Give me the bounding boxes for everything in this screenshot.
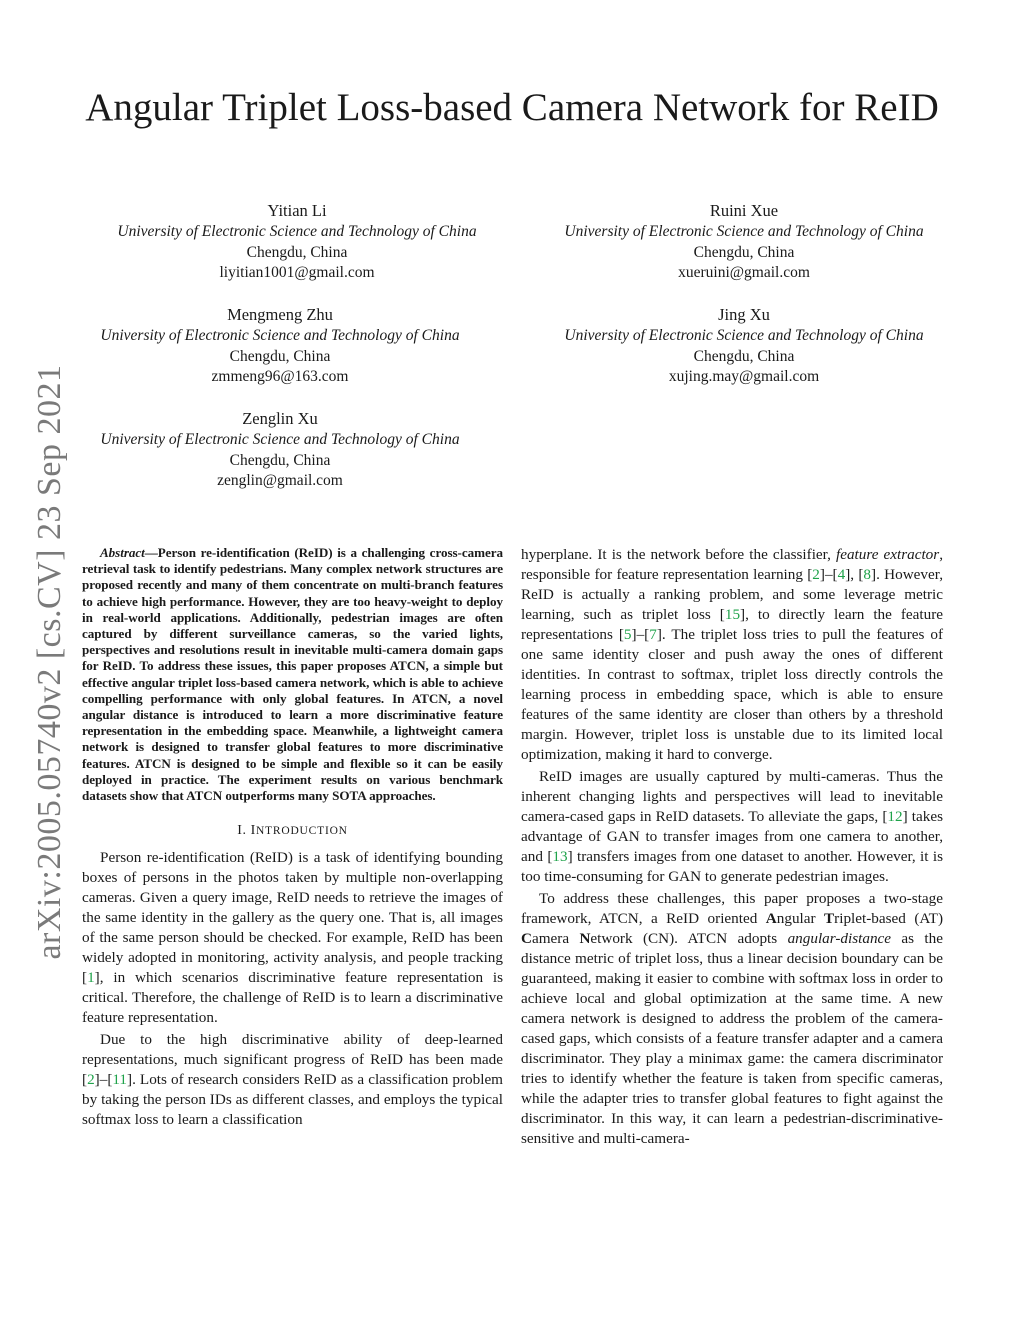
abstract-text: —Person re-identification (ReID) is a challenging cross-camera retrieval task to identify pedestrians. Many complex network structures are proposed recently and many of them concentrate on multi-branch features to achieve high performance. However, they are too heavy-weight to deploy in real-world applications. Additionally, pedestrian images are often captured by different surveillance cameras, so the varied lights, perspectives and resolutions result in inevitable multi-camera domain gaps for ReID. To address these issues, this paper proposes ATCN, a simple but effective angular triplet loss-based camera network, which is able to achieve compelling performance with only global features. In ATCN, a novel angular distance is introduced to learn a more discriminative feature representation in the embedding space. Meanwhile, a lightweight camera network is designed to transfer global features to more discriminative features. ATCN is designed to be simple and flexible so it can be easily deployed in practice. The experiment results on various benchmark datasets show that ATCN outperforms many SOTA approaches.: [82, 545, 503, 804]
bold-initial: T: [824, 910, 835, 927]
paragraph-text: Person re-identification (ReID) is a task of identifying bounding boxes of persons in the photos taken by multiple non-overlapping cameras. Given a query image, ReID needs to retrieve the images of the same identity in the gallery as the query one. That is, all images of the same person should be checked. For example, ReID has been widely adopted in monitoring, activity analysis, and people tracking: [82, 849, 503, 967]
citation-link[interactable]: 2: [812, 566, 820, 583]
author-block-3: [56, 305, 504, 388]
paragraph-text: transfers images from one dataset to another. However, it is too time-consuming for GAN to generate pedestrian images.: [521, 848, 944, 885]
author-name: Ruini Xue: [709, 201, 779, 220]
paragraph-text: . However, ReID is actually a ranking problem, and some leverage metric learning, such as triplet loss: [521, 566, 943, 623]
paragraph-text: , responsible for feature representation learning: [521, 546, 943, 583]
author-location: Chengdu, China: [693, 347, 795, 365]
paragraph-text: . Lots of research considers ReID as a classification problem by taking the person IDs as different classes, and employs the typical softmax loss to learn a classification: [82, 1071, 503, 1129]
author-affiliation: University of Electronic Science and Technology of China: [564, 326, 924, 344]
paragraph-text: hyperplane. It is the network before the classifier,: [521, 546, 836, 563]
section-numeral: I.: [237, 823, 251, 839]
emphasis-text: feature extractor: [835, 546, 940, 563]
intro-paragraph-4: [521, 889, 943, 1149]
citation-link[interactable]: 1: [87, 969, 95, 987]
citation-link[interactable]: 5: [623, 626, 632, 643]
author-email: zmmeng96@163.com: [211, 368, 349, 386]
author-location: Chengdu, China: [246, 243, 348, 261]
left-column: [82, 545, 503, 1132]
section-heading-introduction: [82, 821, 503, 841]
author-email: xujing.may@gmail.com: [668, 368, 820, 386]
intro-paragraph-3: ReID images are usually captured by multi-cameras. Thus the inherent changing lights and perspectives will lead to inevitable camera-cased gaps in ReID datasets. To alleviate the gaps, [12] takes advantage of GAN to transfer images from one camera to another, and [13] transfers images from one dataset to another. However, it is too time-consuming for GAN to generate pedestrian images.: [521, 768, 944, 885]
paragraph-text: , in which scenarios discriminative feature representation is critical. Therefore, the challenge of ReID is to learn a discriminative feature representation.: [82, 969, 503, 1027]
section-title-rest: NTRODUCTION: [255, 825, 348, 838]
bold-initial: A: [765, 910, 777, 927]
separator: ,: [850, 566, 859, 583]
author-affiliation: University of Electronic Science and Technology of China: [564, 222, 924, 240]
author-email: liyitian1001@gmail.com: [219, 264, 375, 282]
paragraph-text: To address these challenges, this paper proposes a two-stage framework, ATCN, a ReID oriented: [521, 890, 943, 927]
author-affiliation: University of Electronic Science and Technology of China: [100, 326, 460, 344]
author-name: Jing Xu: [718, 305, 770, 324]
bold-initial: C: [521, 930, 532, 947]
paragraph-text: riplet-based (AT): [834, 910, 944, 927]
author-block-2: [514, 201, 974, 284]
author-email: zenglin@gmail.com: [217, 472, 343, 490]
abstract-label: Abstract: [100, 545, 145, 560]
paragraph-text: , to directly learn the feature representations: [521, 606, 943, 643]
author-affiliation: University of Electronic Science and Technology of China: [100, 430, 460, 448]
paragraph-text: takes advantage of GAN to transfer images from one camera to another, and: [521, 808, 943, 865]
intro-paragraph-2-cont: hyperplane. It is the network before the classifier, feature extractor, responsible for feature representation learning [2]–[4], [8]. However, ReID is actually a ranking problem, and some leverage metric learning, such as triplet loss [15], to directly learn the feature representations [5]–[7]. The triplet loss tries to pull the features of one same identity closer and push away the ones of different identities. In contrast to softmax, triplet loss directly controls the learning process in embedding space, which is able to ensure features of the same identity are closer than others by a threshold margin. However, triplet loss is unstable due to its limited local optimization, making it hard to converge.: [521, 546, 943, 763]
citation-link[interactable]: 2: [87, 1071, 95, 1089]
author-name: Zenglin Xu: [242, 409, 318, 428]
author-name: Yitian Li: [267, 201, 327, 220]
abstract: [82, 545, 503, 804]
author-email: xueruini@gmail.com: [678, 264, 810, 282]
intro-paragraph-1: Person re-identification (ReID) is a task of identifying bounding boxes of persons in the photos taken by multiple non-overlapping cameras. Given a query image, ReID needs to retrieve the images of the same identity in the gallery as the query one. That is, all images of the same person should be checked. For example, ReID has been widely adopted in monitoring, activity analysis, and people tracking [1], in which scenarios discriminative feature representation is critical. Therefore, the challenge of ReID is to learn a discriminative feature representation.: [82, 849, 503, 1027]
paragraph-text: ReID images are usually captured by multi-cameras. Thus the inherent changing lights and perspectives will lead to inevitable camera-cased gaps in ReID datasets. To alleviate the gaps,: [521, 768, 943, 825]
author-location: Chengdu, China: [229, 347, 331, 365]
range-dash: –: [636, 626, 645, 643]
citation-link[interactable]: 4: [837, 566, 846, 583]
author-affiliation: University of Electronic Science and Technology of China: [117, 222, 477, 240]
author-block-1: [82, 201, 512, 284]
citation-link[interactable]: 8: [863, 566, 871, 583]
paper-title: Angular Triplet Loss-based Camera Network for ReID: [85, 86, 939, 129]
author-name: Mengmeng Zhu: [227, 305, 333, 324]
bold-initial: N: [579, 930, 591, 947]
citation-link[interactable]: 12: [887, 808, 903, 825]
arxiv-identifier: arXiv:2005.05740v2 [cs.CV] 23 Sep 2021: [31, 364, 68, 960]
citation-link[interactable]: 13: [552, 848, 568, 865]
paragraph-text: as the distance metric of triplet loss, thus a linear decision boundary can be guaranteed, making it easier to combine with softmax loss in order to achieve local and global optimization at the same time. A new camera network is designed to address the problem of the camera-cased gaps, which consists of a feature transfer adapter and a camera discriminator. They play a minimax game: the camera discriminator tries to identify whether the feature is taken from specific cameras, while the adapter tries to transfer global features to fight against the discriminator. In this way, it can learn a pedestrian-discriminative-sensitive and multi-camera-: [521, 930, 943, 1147]
intro-paragraph-2: Due to the high discriminative ability of deep-learned representations, much significant progress of ReID has been made [2]–[11]. Lots of research considers ReID as a classification problem by taking the person IDs as different classes, and employs the typical softmax loss to learn a classification: [82, 1031, 503, 1129]
right-column: [521, 545, 943, 1151]
paragraph-text: ngular: [776, 910, 825, 927]
range-dash: –: [99, 1071, 108, 1089]
section-initial: I: [250, 823, 256, 839]
emphasis-text: angular-distance: [787, 930, 892, 947]
author-block-4: [514, 305, 974, 388]
range-dash: –: [824, 566, 833, 583]
citation-link[interactable]: 15: [724, 606, 741, 623]
author-location: Chengdu, China: [693, 243, 795, 261]
paragraph-text: amera: [531, 930, 580, 947]
author-block-5: [56, 409, 504, 492]
paragraph-text: . The triplet loss tries to pull the features of one same identity closer and push away the ones of different identities. In contrast to softmax, triplet loss directly controls the learning process in embedding space, which is able to ensure features of the same identity are closer than others by a threshold margin. However, triplet loss is unstable due to its limited local optimization, making it hard to converge.: [521, 626, 943, 763]
paragraph-text: etwork (CN). ATCN adopts: [590, 930, 788, 947]
citation-link[interactable]: 11: [112, 1071, 127, 1089]
citation-link[interactable]: 7: [649, 626, 657, 643]
paragraph-text: Due to the high discriminative ability of deep-learned representations, much significant progress of ReID has been made: [82, 1031, 503, 1069]
author-location: Chengdu, China: [229, 451, 331, 469]
